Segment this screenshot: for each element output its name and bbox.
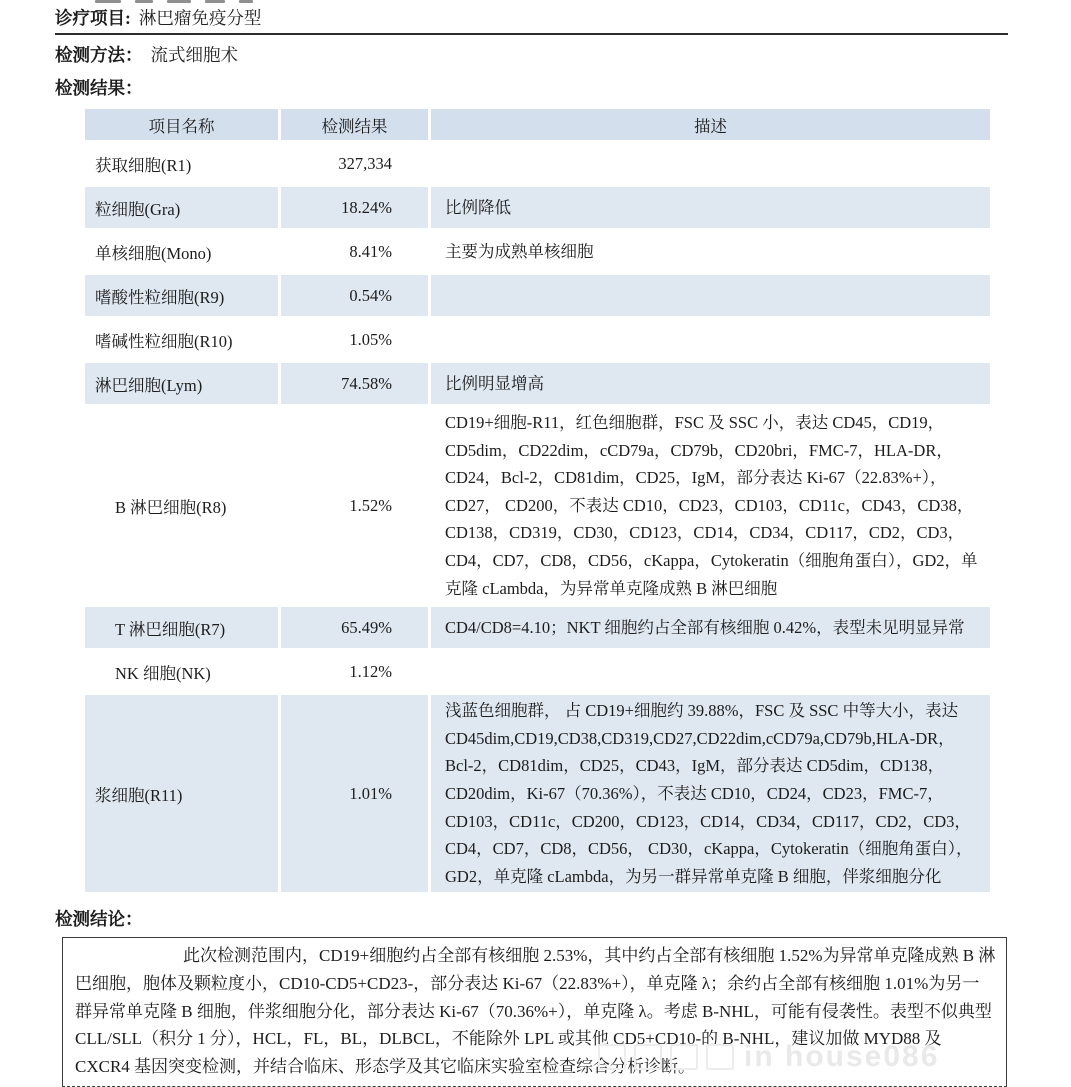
cell-result-value: 327,334 [281, 143, 428, 184]
column-header-description: 描述 [431, 109, 990, 140]
treatment-item-value: 淋巴瘤免疫分型 [138, 8, 262, 28]
column-header-result: 检测结果 [281, 109, 428, 140]
watermark [598, 1040, 939, 1074]
results-heading [55, 75, 1071, 100]
watermark-glyphs [598, 1044, 734, 1070]
method-value: 流式细胞术 [150, 45, 238, 65]
cell-result-value: 1.52% [281, 407, 428, 604]
cell-description: 浅蓝色细胞群， 占 CD19+细胞约 39.88%，FSC 及 SSC 中等大小，表达 CD45dim,CD19,CD38,CD319,CD27,CD22dim,cCD79a,CD79b,HLA-DR，Bcl-2，CD81dim，CD25，CD43，IgM，部分表达 CD5dim，CD138，CD20dim，Ki-67（70.36%），不表达 CD10，CD24，CD23，FMC-7，CD103，CD11c，CD200，CD123，CD14，CD34，CD117，CD2，CD3，CD4，CD7，CD8，CD56， CD30，cKappa，Cytokeratin（细胞角蛋白），GD2，单克隆 cLambda，为另一群异常单克隆 B 细胞，伴浆细胞分化 [431, 695, 990, 892]
column-header-item-name: 项目名称 [85, 109, 278, 140]
cell-description: 比例明显增高 [431, 363, 990, 404]
cell-item-name: 嗜碱性粒细胞(R10) [85, 319, 278, 360]
cropped-text-remnant [95, 0, 253, 4]
cell-item-name: 获取细胞(R1) [85, 143, 278, 184]
treatment-item-label: 诊疗项目: [55, 8, 131, 28]
cell-result-value: 8.41% [281, 231, 428, 272]
title-divider [55, 33, 1008, 35]
cell-description: CD19+细胞-R11，红色细胞群，FSC 及 SSC 小，表达 CD45，CD19，CD5dim，CD22dim，cCD79a，CD79b，CD20bri，FMC-7，HLA-DR，CD24，Bcl-2，CD81dim，CD25，IgM，部分表达 Ki-67（22.83%+），CD27， CD200，不表达 CD10，CD23，CD103，CD11c，CD43，CD38，CD138，CD319，CD30，CD123，CD14，CD34，CD117，CD2，CD3，CD4，CD7，CD8，CD56，cKappa，Cytokeratin（细胞角蛋白），GD2，单克隆 cLambda，为异常单克隆成熟 B 淋巴细胞 [431, 407, 990, 604]
cell-description [431, 319, 990, 360]
cell-description: CD4/CD8=4.10；NKT 细胞约占全部有核细胞 0.42%，表型未见明显异常 [431, 607, 990, 648]
cell-result-value: 1.05% [281, 319, 428, 360]
treatment-item-row [55, 0, 1071, 30]
cell-result-value: 18.24% [281, 187, 428, 228]
watermark-text: in house086 [744, 1040, 940, 1073]
cell-description [431, 275, 990, 316]
results-label: 检测结果： [55, 78, 143, 98]
cell-result-value: 1.12% [281, 651, 428, 692]
method-label: 检测方法： [55, 45, 143, 65]
cell-item-name: 淋巴细胞(Lym) [85, 363, 278, 404]
cell-item-name: NK 细胞(NK) [85, 651, 278, 692]
cell-result-value: 1.01% [281, 695, 428, 892]
method-row [55, 42, 1071, 67]
cell-item-name: B 淋巴细胞(R8) [85, 407, 278, 604]
cell-item-name: 单核细胞(Mono) [85, 231, 278, 272]
cell-description: 比例降低 [431, 187, 990, 228]
cell-description [431, 651, 990, 692]
cell-item-name: 嗜酸性粒细胞(R9) [85, 275, 278, 316]
cell-result-value: 0.54% [281, 275, 428, 316]
cell-item-name: 浆细胞(R11) [85, 695, 278, 892]
cell-item-name: 粒细胞(Gra) [85, 187, 278, 228]
cell-description [431, 143, 990, 184]
conclusion-label: 检测结论： [55, 909, 143, 930]
cell-result-value: 65.49% [281, 607, 428, 648]
cell-item-name: T 淋巴细胞(R7) [85, 607, 278, 648]
cell-description: 主要为成熟单核细胞 [431, 231, 990, 272]
cell-result-value: 74.58% [281, 363, 428, 404]
results-table [85, 109, 990, 892]
conclusion-text: 此次检测范围内，CD19+细胞约占全部有核细胞 2.53%，其中约占全部有核细胞 1.52%为异常单克隆成熟 B 淋巴细胞，胞体及颗粒度小，CD10-CD5+CD23-，部分表达 Ki-67（22.83%+），单克隆 λ；余约占全部有核细胞 1.01%为另一群异常单克隆 B 细胞，伴浆细胞分化，部分表达 Ki-67（70.36%+），单克隆 λ。考虑 B-NHL，可能有侵袭性。表型不似典型 CLL/SLL（积分 1 分），HCL，FL，BL，DLBCL，不能除外 LPL 或其他 CD5+CD10-的 B-NHL，建议加做 MYD88 及 CXCR4 基因突变检测，并结合临床、形态学及其它临床实验室检查综合分析诊断。 [75, 946, 996, 1076]
